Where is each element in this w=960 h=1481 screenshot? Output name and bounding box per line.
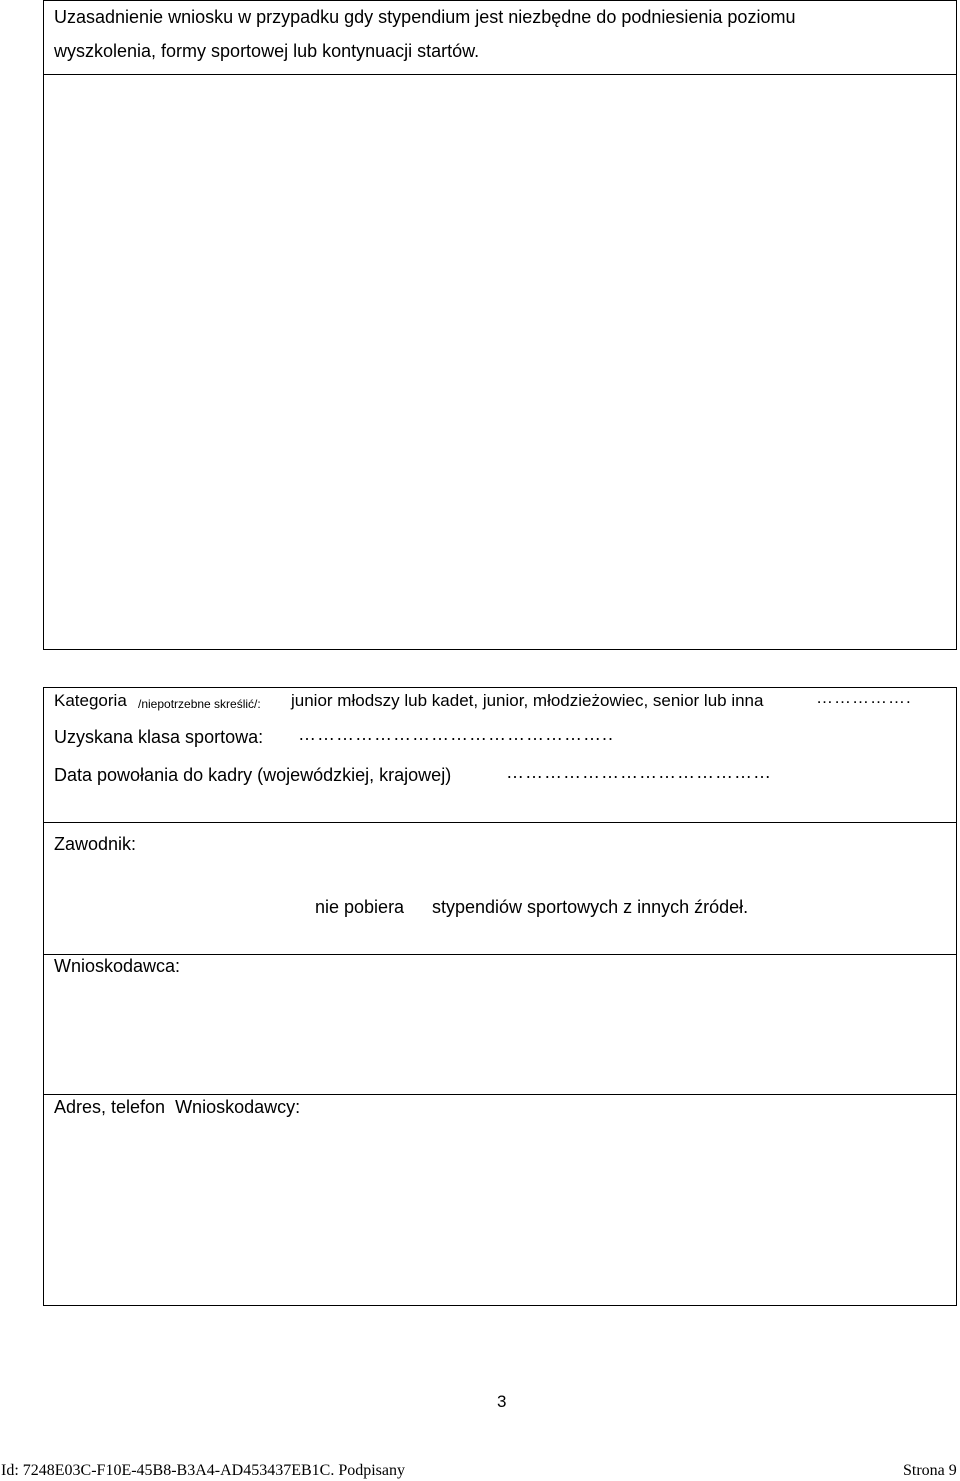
justification-title-line1: Uzasadnienie wniosku w przypadku gdy stypendium jest niezbędne do podniesienia poziomu <box>54 7 796 27</box>
category-options[interactable]: junior młodszy lub kadet, junior, młodzieżowiec, senior lub inna <box>291 691 764 710</box>
applicant-section-box[interactable] <box>43 954 957 1096</box>
category-label: Kategoria <box>54 691 127 710</box>
justification-title-line2: wyszkolenia, formy sportowej lub kontynuacji startów. <box>54 41 480 61</box>
class-fill[interactable]: ………………………………………….. <box>298 724 615 744</box>
athlete-section-box <box>43 822 957 956</box>
justification-text-area[interactable] <box>43 74 957 650</box>
athlete-not-receiving[interactable]: nie pobiera <box>315 897 405 917</box>
date-label: Data powołania do kadry (wojewódzkiej, krajowej) <box>54 765 452 785</box>
address-label: Adres, telefon Wnioskodawcy: <box>54 1097 301 1117</box>
footer-page-label: Strona 9 <box>903 1462 957 1479</box>
class-label: Uzyskana klasa sportowa: <box>54 727 264 747</box>
category-other-fill[interactable]: ……………. <box>816 688 912 707</box>
address-section-box[interactable] <box>43 1094 957 1306</box>
athlete-statement: stypendiów sportowych z innych źródeł. <box>432 897 749 917</box>
applicant-label: Wnioskodawca: <box>54 956 181 976</box>
footer-document-id: Id: 7248E03C-F10E-45B8-B3A4-AD453437EB1C. Podpisany <box>1 1462 405 1479</box>
page-number: 3 <box>497 1392 507 1411</box>
athlete-label: Zawodnik: <box>54 834 137 854</box>
category-note: /niepotrzebne skreślić/: <box>138 697 261 711</box>
date-fill[interactable]: …………………………………… <box>506 762 772 782</box>
